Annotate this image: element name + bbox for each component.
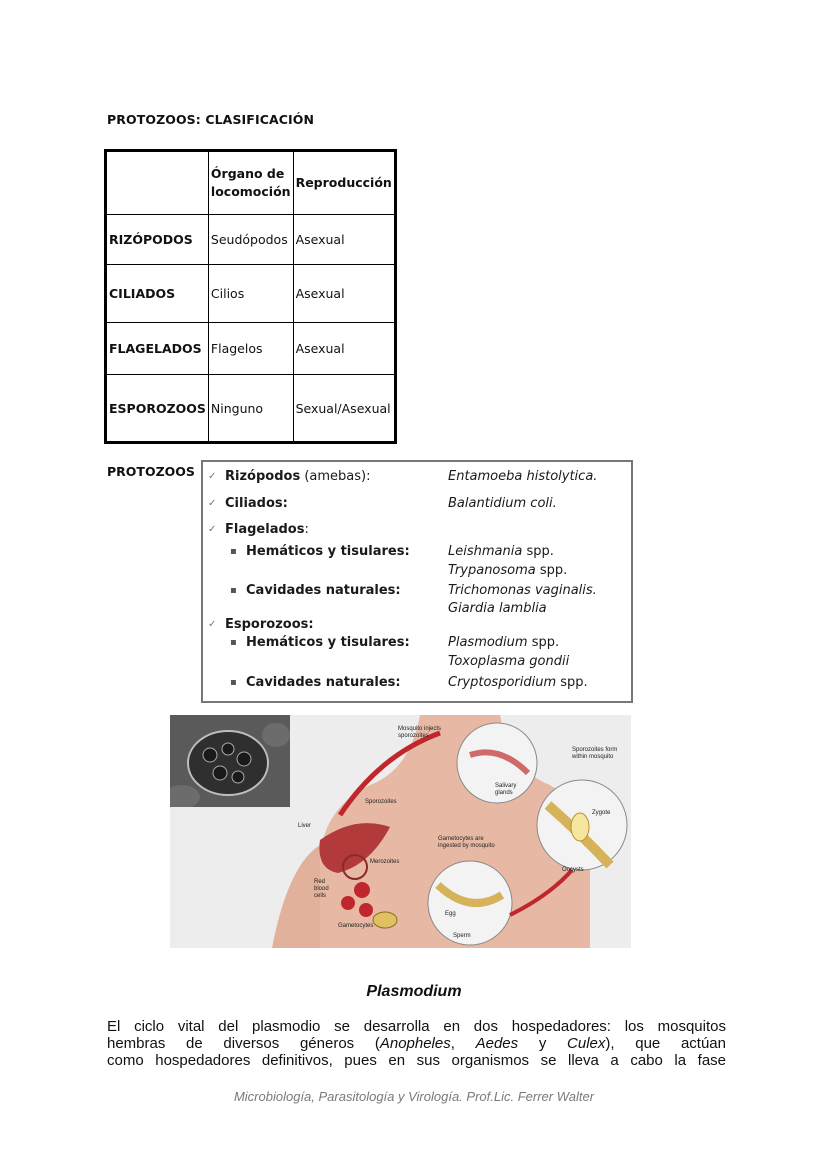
- list-item-label: Esporozoos:: [225, 617, 314, 632]
- protozoos-examples-box: [201, 460, 633, 703]
- check-icon: ✓: [208, 498, 217, 509]
- table-row: [106, 375, 396, 443]
- protozoos-label: PROTOZOOS: [107, 464, 195, 479]
- list-subitem-esporozoos-hematicos: [203, 634, 631, 652]
- list-subitem-esporozoos-cavidades: [203, 674, 631, 692]
- check-icon: ✓: [208, 471, 217, 482]
- list-item-example: Cryptosporidium spp.: [448, 675, 588, 690]
- illustration-label: Sporozoites form within mosquito: [572, 747, 618, 760]
- paragraph-line: hembras de diversos géneros (Anopheles, Aedes y Culex), que actúan: [107, 1035, 726, 1052]
- list-item-example: Entamoeba histolytica.: [448, 469, 598, 484]
- illustration-label: Mosquito injects sporozoites: [398, 726, 442, 739]
- table-cell: Asexual: [293, 265, 395, 323]
- paragraph-line: El ciclo vital del plasmodio se desarrolla en dos hospedadores: los mosquitos: [107, 1018, 726, 1035]
- table-cell: FLAGELADOS: [106, 323, 209, 375]
- square-bullet-icon: ▪: [230, 677, 237, 688]
- list-item-example: Trypanosoma spp.: [448, 563, 568, 578]
- table-header-cell: [106, 151, 209, 215]
- illustration-label: Oocysts: [562, 867, 584, 873]
- table-header-cell: Órgano de locomoción: [208, 151, 293, 215]
- list-item-rizopodos: [203, 468, 631, 486]
- page-footer: Microbiología, Parasitología y Virología. Prof.Lic. Ferrer Walter: [233, 1089, 595, 1104]
- table-header-row: [106, 151, 396, 215]
- square-bullet-icon: ▪: [230, 585, 237, 596]
- table-cell: Sexual/Asexual: [293, 375, 395, 443]
- illustration-label: Gametocytes: [338, 923, 374, 929]
- list-item-label: Ciliados:: [225, 496, 288, 511]
- illustration-label: Red blood cells: [314, 879, 329, 899]
- illustration-label: Egg: [445, 911, 456, 917]
- list-item-example: Balantidium coli.: [448, 496, 557, 511]
- list-subitem-label: Hemáticos y tisulares:: [246, 544, 410, 559]
- list-item-flagelados: ✓ Flagelados:: [208, 522, 309, 537]
- list-item-example: Leishmania spp.: [448, 544, 554, 559]
- list-subitem-label: Cavidades naturales:: [246, 675, 401, 690]
- list-item-label: Rizópodos: [225, 469, 301, 484]
- table-cell: RIZÓPODOS: [106, 215, 209, 265]
- page-heading: PROTOZOOS: CLASIFICACIÓN: [107, 112, 315, 127]
- table-cell: CILIADOS: [106, 265, 209, 323]
- table-row: [106, 323, 396, 375]
- table-row: [106, 265, 396, 323]
- table-header-cell: Reproducción: [293, 151, 395, 215]
- list-item-example: Trichomonas vaginalis.: [448, 583, 597, 598]
- illustration-label: Liver: [298, 823, 312, 829]
- list-item-example: Plasmodium spp.: [448, 635, 560, 650]
- square-bullet-icon: ▪: [230, 637, 237, 648]
- square-bullet-icon: ▪: [230, 546, 237, 557]
- table-cell: Asexual: [293, 215, 395, 265]
- list-item-note: (amebas):: [304, 469, 371, 484]
- table-cell: ESPOROZOOS: [106, 375, 209, 443]
- list-subitem-flagelados-hematicos: [203, 543, 631, 561]
- illustration-label: Sperm: [453, 933, 471, 939]
- illustration-label: Zygote: [592, 810, 611, 816]
- list-item-example: Giardia lamblia: [448, 601, 547, 616]
- plasmodium-life-cycle-illustration: [170, 715, 631, 948]
- illustration-label: Merozoites: [370, 859, 400, 865]
- section-title: Plasmodium: [366, 983, 462, 1000]
- list-item-esporozoos: [203, 616, 631, 634]
- table-cell: Seudópodos: [208, 215, 293, 265]
- illustration-label: Salivary glands: [495, 783, 517, 796]
- list-subitem-label: Cavidades naturales:: [246, 583, 401, 598]
- table-row: [106, 215, 396, 265]
- paragraph-line: como hospedadores definitivos, pues en sus organismos se lleva a cabo la fase: [107, 1052, 726, 1069]
- list-item-ciliados: [203, 495, 631, 513]
- list-subitem-label: Hemáticos y tisulares:: [246, 635, 410, 650]
- illustration-label: Sporozoites: [365, 799, 397, 805]
- check-icon: ✓: [208, 524, 217, 535]
- list-item-example: Toxoplasma gondii: [448, 654, 570, 669]
- classification-table: [104, 149, 397, 444]
- life-cycle-drawing: [170, 715, 631, 948]
- list-item-label: Flagelados: [225, 522, 305, 537]
- table-cell: Ninguno: [208, 375, 293, 443]
- list-subitem-example-line: [203, 562, 631, 580]
- table-cell: Flagelos: [208, 323, 293, 375]
- list-subitem-flagelados-cavidades: [203, 582, 631, 600]
- check-icon: ✓: [208, 619, 217, 630]
- table-cell: Asexual: [293, 323, 395, 375]
- table-cell: Cilios: [208, 265, 293, 323]
- list-subitem-example-line: [203, 653, 631, 671]
- illustration-label: Gametocytes are ingested by mosquito: [438, 836, 495, 849]
